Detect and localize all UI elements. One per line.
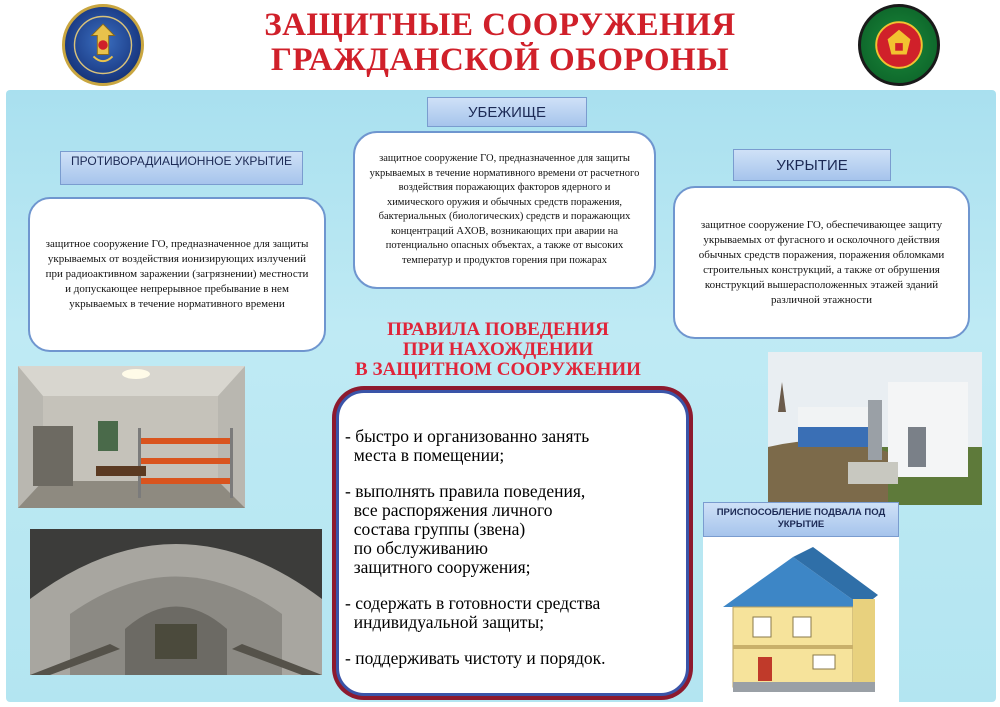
rules-title-line-1: ПРАВИЛА ПОВЕДЕНИЯ [387, 319, 609, 340]
tunnel-shelter-photo [30, 529, 322, 675]
rules-frame [332, 386, 693, 700]
rule-item: - поддерживать чистоту и порядок. [345, 648, 606, 668]
rules-list [336, 390, 689, 696]
title-line-1: ЗАЩИТНЫЕ СООРУЖЕНИЯ [264, 7, 736, 43]
poster-title [170, 8, 830, 78]
mchs-russia-emblem-icon [62, 4, 144, 86]
shelter-label: УБЕЖИЩЕ [427, 97, 587, 127]
rules-title-line-2: ПРИ НАХОЖДЕНИИ [402, 339, 594, 360]
basement-title: ПРИСПОСОБЛЕНИЕ ПОДВАЛА ПОД УКРЫТИЕ [703, 502, 899, 537]
rules-title-line-3: В ЗАЩИТНОМ СООРУЖЕНИИ [355, 359, 641, 380]
rule-item: - содержать в готовности средства индивидуальной защиты; [345, 593, 601, 632]
shelter-description-text: защитное сооружение ГО, предназначенное для защиты укрываемых в течение нормативного времени от расчетного воздействия поражающих факторов ядерного и химического оружия и обычных средств поражения, бактериальных (биологических) средств и поражающих концентраций АХОВ, возникающих при аварии на потенциально опасных объектах, а также от высоких температур и продуктов горения при пожарах [369, 153, 640, 266]
rule-item: - выполнять правила поведения, все распоряжения личного состава группы (звена) по обслуживанию защитного сооружения; [345, 481, 586, 577]
basement-house-illustration [703, 537, 899, 703]
anti-radiation-label: ПРОТИВОРАДИАЦИОННОЕ УКРЫТИЕ [60, 151, 303, 185]
rules-title [318, 320, 678, 380]
shelter-room-photo [18, 366, 245, 508]
gps-agency-emblem-icon [858, 4, 940, 86]
cover-label: УКРЫТИЕ [733, 149, 891, 181]
shelter-description [353, 131, 656, 289]
cover-description [673, 186, 970, 339]
cover-description-text: защитное сооружение ГО, обеспечивающее защиту укрываемых от фугасного и осколочного действия обычных средств поражения, поражения обломками строительных конструкций, а также от обрушения конструкций вышерасположенных этажей зданий различной этажности [698, 218, 945, 306]
basement-shelter-panel [703, 502, 899, 704]
anti-radiation-description-text: защитное сооружение ГО, предназначенное для защиты укрываемых от воздействия ионизирующих излучений при радиоактивном заражении (загрязнении) местности и допускающее непрерывное пребывание в нем укрываемых в течение нормативного времени [45, 238, 309, 310]
anti-radiation-description [28, 197, 326, 352]
rule-item: - быстро и организованно занять места в помещении; [345, 426, 590, 465]
title-line-2: ГРАЖДАНСКОЙ ОБОРОНЫ [270, 42, 730, 78]
outdoor-shelter-photo [768, 352, 982, 505]
